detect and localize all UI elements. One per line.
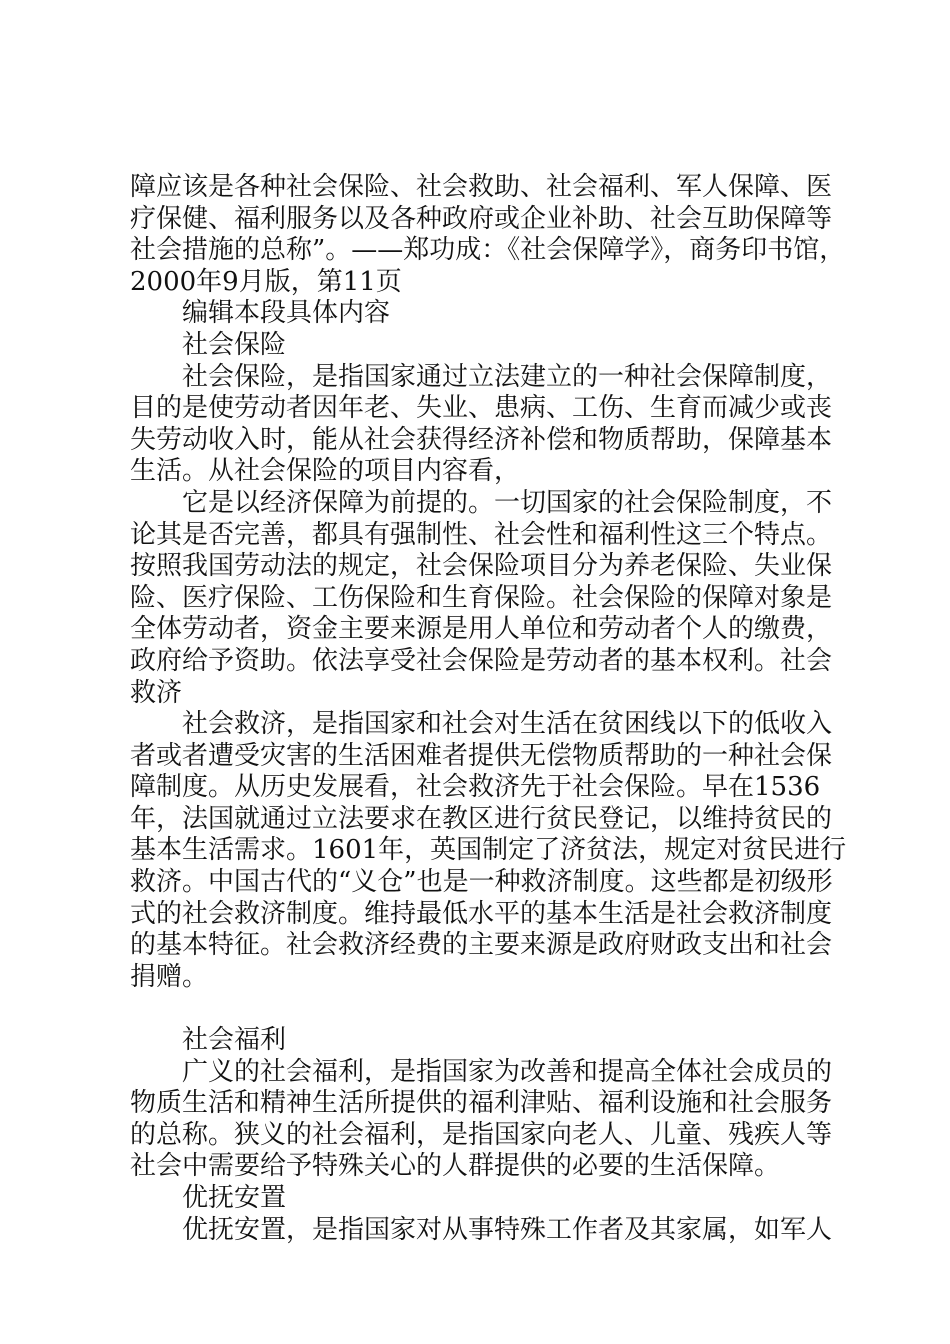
paragraph-social-insurance-features: 它是以经济保障为前提的。一切国家的社会保险制度，不论其是否完善，都具有强制性、社会性和福利性这三个特点。按照我国劳动法的规定，社会保险项目分为养老保险、失业保险、医疗保险、工伤保险和生育保险。社会保险的保障对象是全体劳动者，资金主要来源是用人单位和劳动者个人的缴费，政府给予资助。依法享受社会保险是劳动者的基本权利。社会救济	[130, 487, 833, 708]
paragraph-special-care: 优抚安置，是指国家对从事特殊工作者及其家属，如军人	[182, 1214, 833, 1245]
heading-social-welfare: 社会福利	[182, 1025, 287, 1056]
paragraph-social-insurance: 社会保险，是指国家通过立法建立的一种社会保障制度，目的是使劳动者因年老、失业、患病、工伤、生育而减少或丧失劳动收入时，能从社会获得经济补偿和物质帮助，保障基本生活。从社会保险的项目内容看，	[130, 361, 833, 487]
blank-line	[130, 993, 850, 1025]
heading-special-care: 优抚安置	[182, 1183, 287, 1213]
paragraph-definition-continuation: 障应该是各种社会保险、社会救助、社会福利、军人保障、医疗保健、福利服务以及各种政府或企业补助、社会互助保障等社会措施的总称”。——郑功成：《社会保障学》，商务印书馆，2000年9月版，第11页	[130, 172, 846, 297]
paragraph-social-relief: 社会救济，是指国家和社会对生活在贫困线以下的低收入者或者遭受灾害的生活困难者提供无偿物质帮助的一种社会保障制度。从历史发展看，社会救济先于社会保险。早在1536年，法国就通过立法要求在教区进行贫民登记，以维持贫民的基本生活需求。1601年，英国制定了济贫法，规定对贫民进行救济。中国古代的“义仓”也是一种救济制度。这些都是初级形式的社会救济制度。维持最低水平的基本生活是社会救济制度的基本特征。社会救济经费的主要来源是政府财政支出和社会捐赠。	[130, 709, 847, 992]
heading-social-insurance: 社会保险	[182, 329, 287, 360]
paragraph-social-welfare: 广义的社会福利，是指国家为改善和提高全体社会成员的物质生活和精神生活所提供的福利津贴、福利设施和社会服务的总称。狭义的社会福利，是指国家向老人、儿童、残疾人等社会中需要给予特殊关心的人群提供的必要的生活保障。	[130, 1056, 833, 1182]
document-body	[130, 172, 850, 1246]
edit-section-heading: 编辑本段具体内容	[182, 298, 391, 329]
